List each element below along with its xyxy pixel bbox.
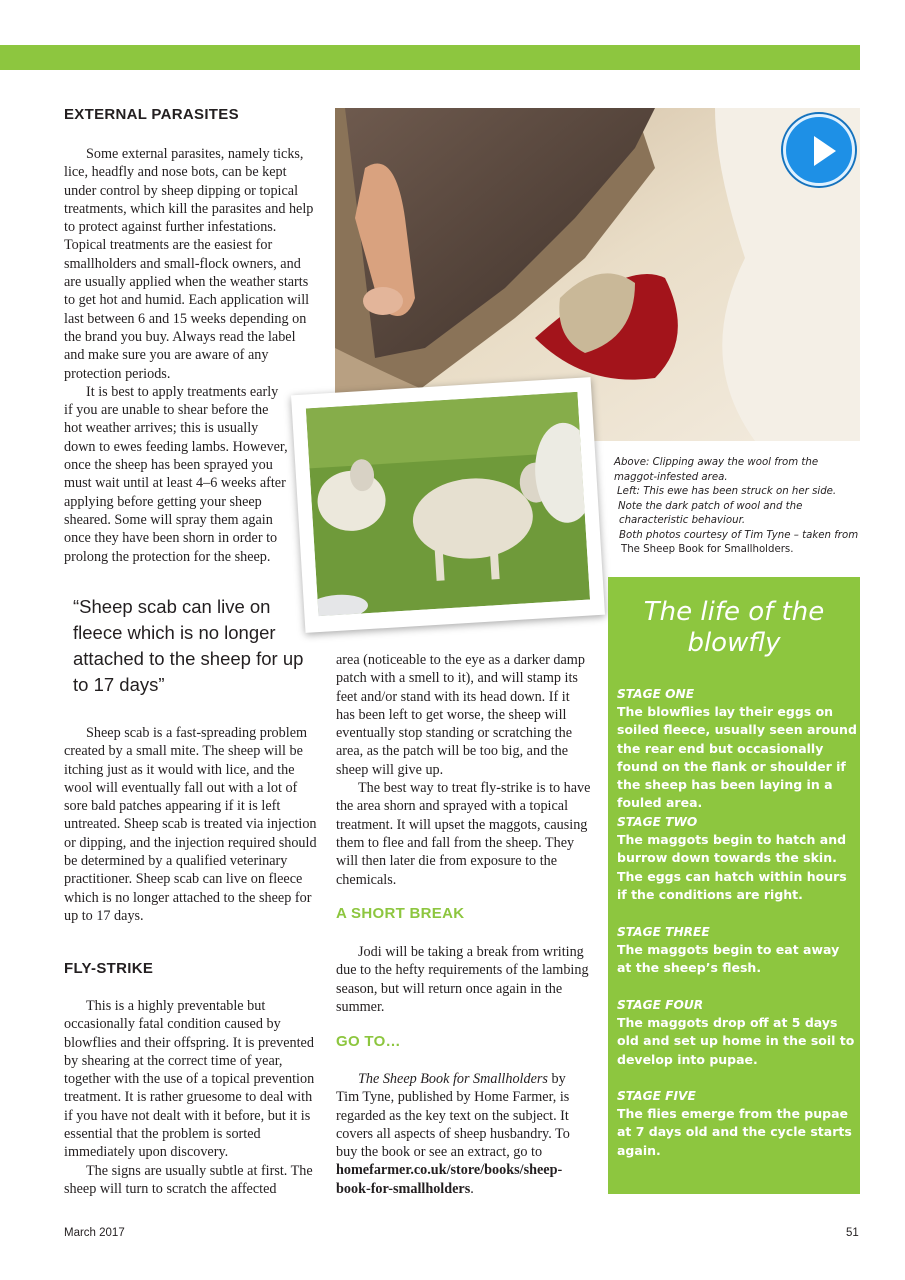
stage-three: STAGE THREE The maggots begin to eat away at the sheep’s flesh.	[617, 925, 840, 976]
fly-strike-text	[64, 997, 319, 1198]
photo-caption: Above: Clipping away the wool from the maggot-infested area. Left: This ewe has been struck on her side. Note the dark patch of wool and the characteristic behaviour. Both photos courtesy of Tim Tyne – taken from The Sheep Book for Smallholders.	[614, 457, 859, 555]
stage-four: STAGE FOUR The maggots drop off at 5 days old and set up home in the soil to develop into pupae.	[617, 998, 855, 1067]
sheep-scab-text	[64, 724, 319, 925]
paragraph: The Sheep Book for Smallholders by Tim Tyne, published by Home Farmer, is regarded as the key text on the subject. It covers all aspects of sheep husbandry. To buy the book or see an extract, go to homefarmer.co.uk/store/books/sheep-book-for-smallholders.	[336, 1071, 570, 1197]
paragraph: Some external parasites, namely ticks, lice, headfly and nose bots, can be kept under control by sheep dipping or topical treatments, which kill the parasites and help to protect against further infestations. Topical treatments are the easiest for smallholders and small-flock owners, and are usually applied when the weather starts to get hot and humid. Each application will last between 6 and 15 weeks depending on the brand you buy. Always read the label and make sure you are aware of any protection periods.	[64, 146, 314, 382]
stage-five: STAGE FIVE The flies emerge from the pupae at 7 days old and the cycle starts again.	[617, 1089, 852, 1158]
book-title: The Sheep Book for Smallholders	[358, 1071, 548, 1087]
stage-one: STAGE ONE The blowflies lay their eggs on soiled fleece, usually seen around the rear end but occasionally found on the flank or shoulder if the sheep has been laying in a fouled area.	[617, 687, 857, 811]
go-to-text	[336, 1070, 592, 1198]
top-accent-bar	[0, 45, 860, 70]
heading-external-parasites: EXTERNAL PARASITES	[64, 106, 239, 123]
photo-struck-ewe	[291, 377, 605, 633]
pull-quote: “Sheep scab can live on fleece which is no longer attached to the sheep for up to 17 days”	[73, 596, 304, 695]
heading-go-to: GO TO…	[336, 1033, 401, 1050]
blowfly-life-sidebar	[608, 577, 860, 1194]
fly-strike-continued-text	[336, 651, 592, 889]
short-break-text	[336, 943, 592, 1016]
paragraph: The signs are usually subtle at first. The sheep will turn to scratch the affected	[64, 1162, 313, 1197]
paragraph: area (noticeable to the eye as a darker damp patch with a smell to it), and will stamp its feet and/or stand with its head down. If it has been left to get worse, the sheep will eventually stop standing or scratching the area, as the patch will be too big, and the sheep will give up.	[336, 652, 585, 778]
heading-fly-strike: FLY-STRIKE	[64, 960, 154, 977]
heading-short-break: A SHORT BREAK	[336, 905, 465, 922]
paragraph: The best way to treat fly-strike is to have the area shorn and sprayed with a topical treatment. It will upset the maggots, causing them to flee and fall from the sheep. They will then later die from exposure to the chemicals.	[336, 780, 591, 888]
sidebar-title: The life of the blowfly	[643, 597, 825, 658]
paragraph: Sheep scab is a fast-spreading problem created by a small mite. The sheep will be itching just as it would with lice, and the wool will eventually fall out with a lot of sore bald patches appearing if it is left untreated. Sheep scab is treated via injection or dipping, and the injection required should be determined by a qualified veterinary practitioner. Sheep scab can live on fleece which is no longer attached to the sheep for up to 17 days.	[64, 725, 317, 924]
paragraph: It is best to apply treatments early if you are unable to shear before the hot weather arrives; this is usually down to ewes feeding lambs. However, once the sheep has been sprayed you must wait until at least 4–6 weeks after applying before getting your sheep sheared. Some will spray them again once they have been shorn in order to prolong the protection for the sheep.	[64, 383, 288, 565]
book-link[interactable]: homefarmer.co.uk/store/books/sheep-book-for-smallholders	[336, 1162, 563, 1197]
external-parasites-text	[64, 145, 319, 566]
paragraph: This is a highly preventable but occasionally fatal condition caused by blowflies and their offspring. It is prevented by shearing at the correct time of year, together with the use of a topical prevention treatment. It is rather gruesome to deal with if you have not dealt with it before, but it is essential that the problem is sorted immediately upon discovery.	[64, 998, 315, 1161]
stage-two: STAGE TWO The maggots begin to hatch and burrow down towards the skin. The eggs can hatch within hours if the conditions are right.	[617, 815, 847, 902]
page-number: 51	[846, 1227, 859, 1239]
play-video-button[interactable]	[783, 114, 855, 186]
paragraph: Jodi will be taking a break from writing due to the hefty requirements of the lambing season, but will return once again in the summer.	[336, 944, 589, 1015]
footer-date: March 2017	[64, 1227, 125, 1239]
